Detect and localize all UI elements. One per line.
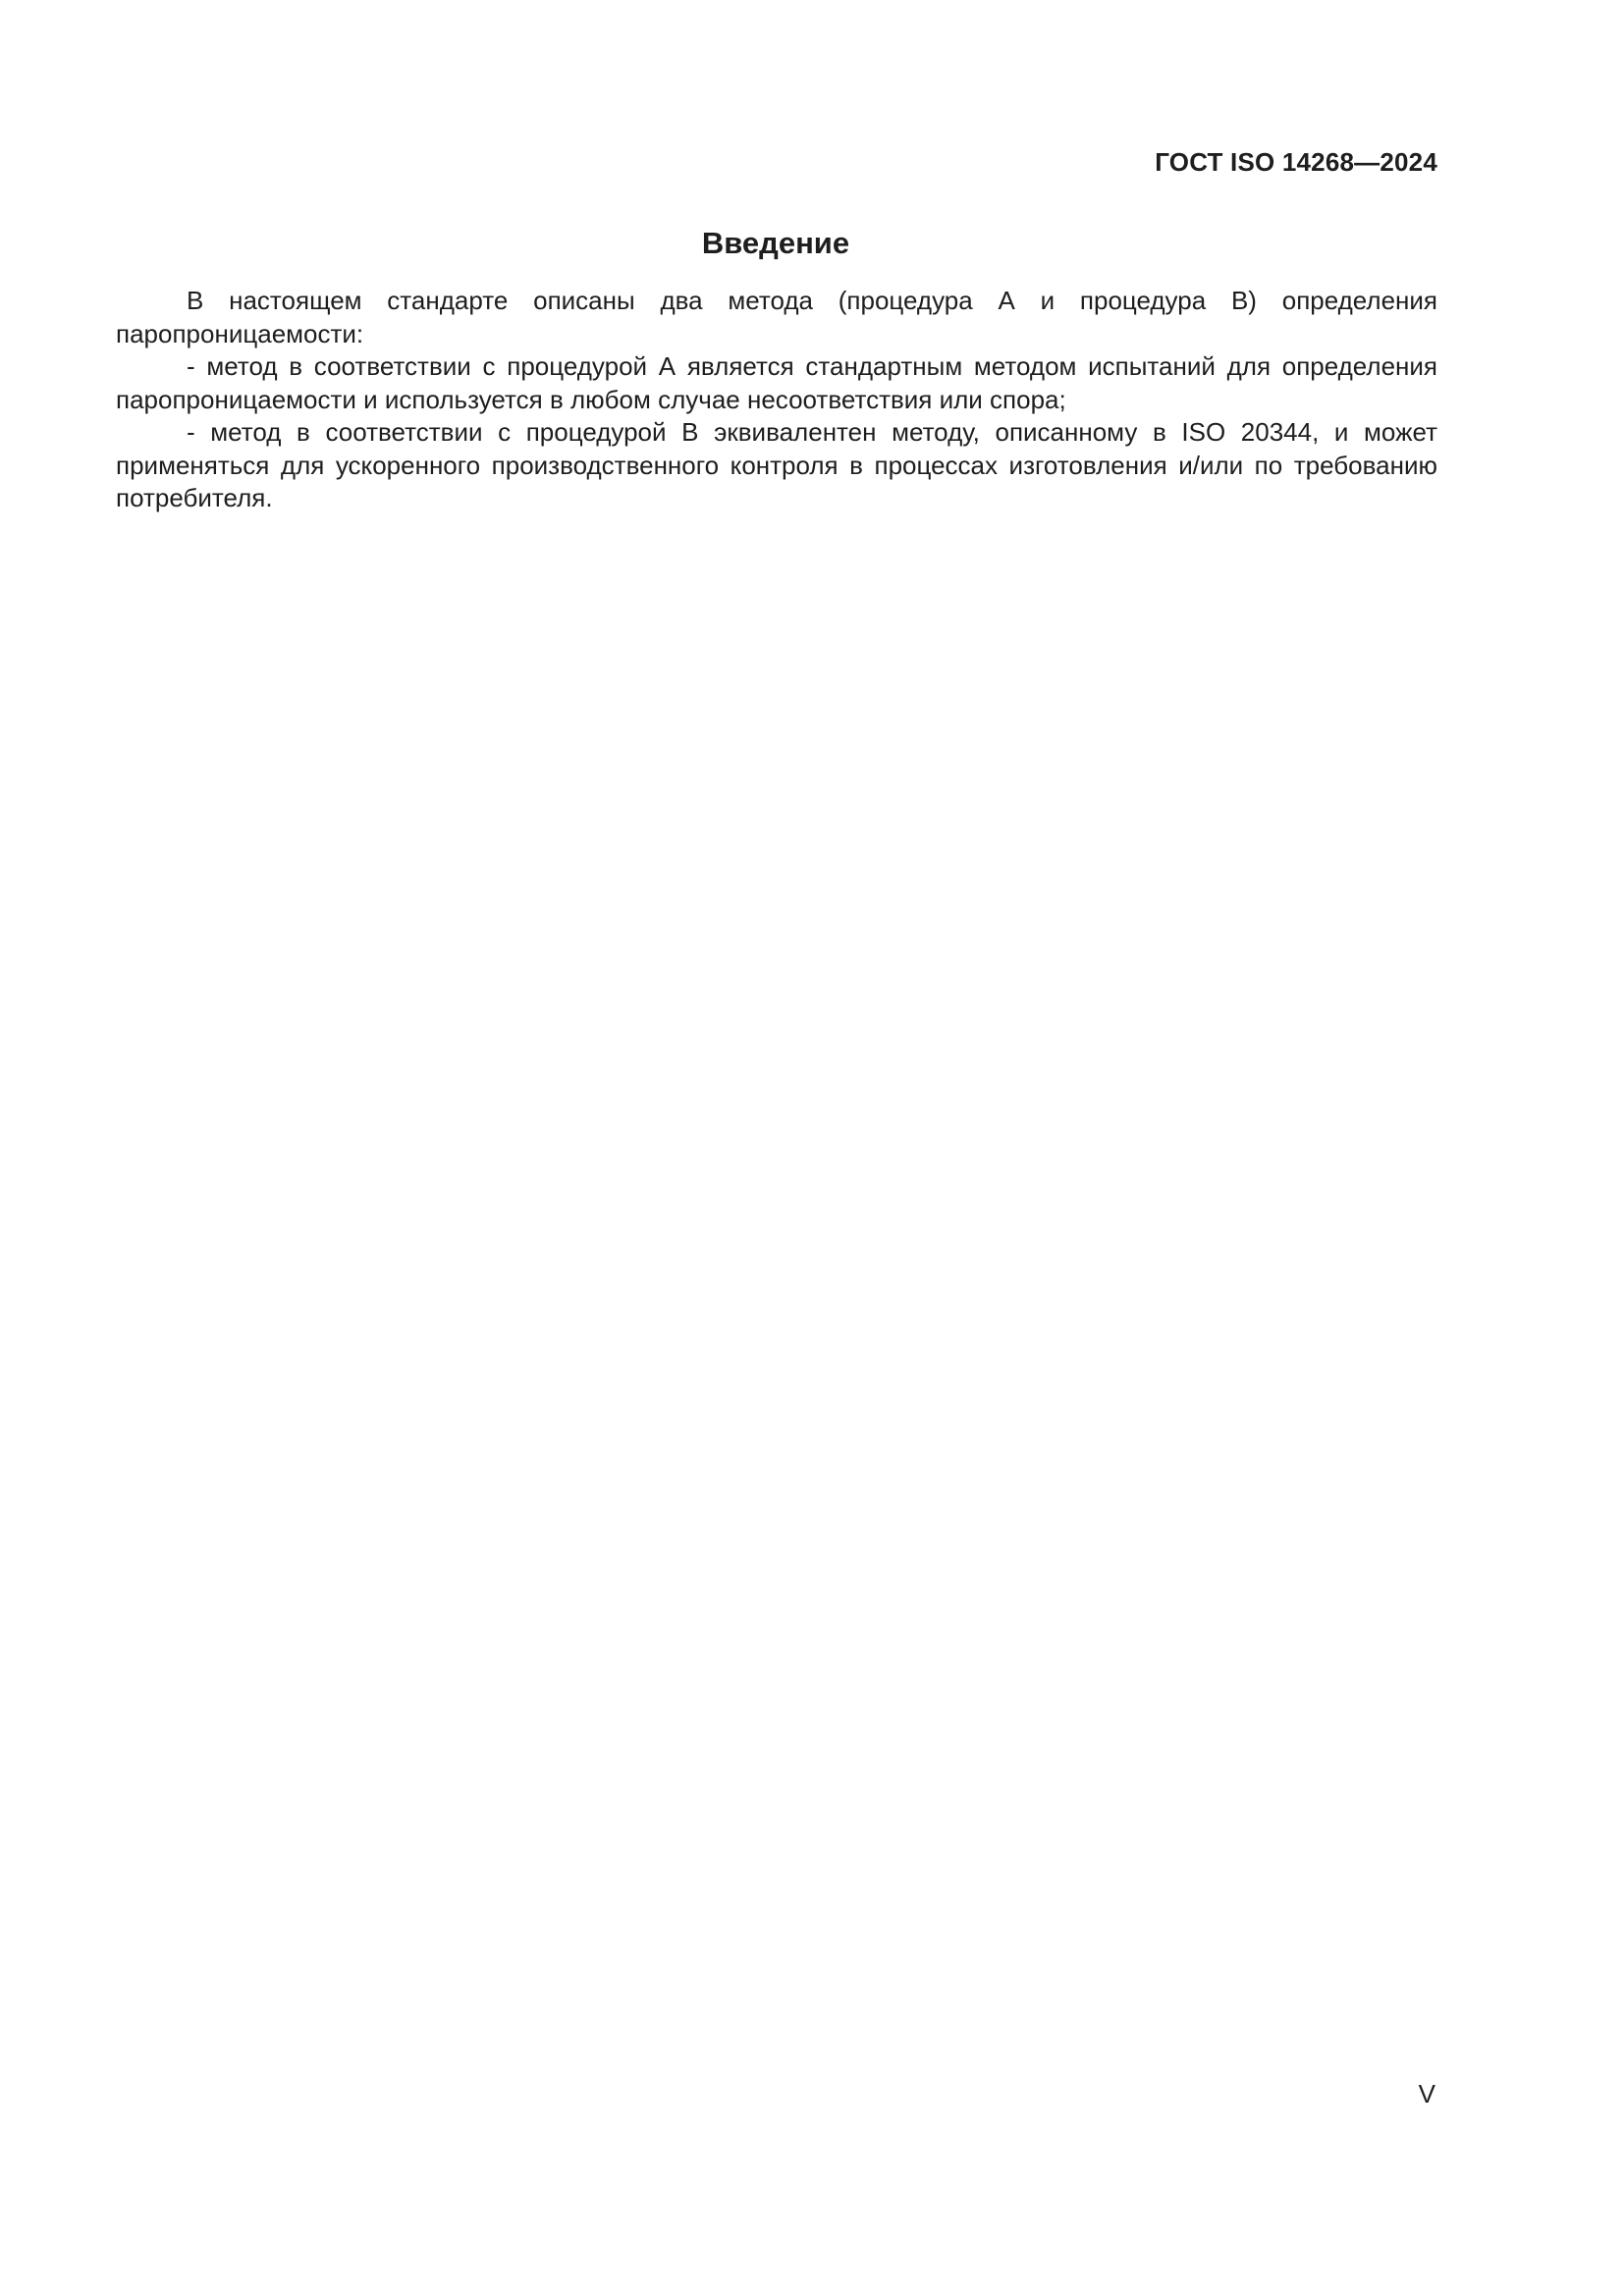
section-title: Введение <box>701 226 850 260</box>
paragraph-intro: В настоящем стандарте описаны два метода (процедура А и процедура В) определения паропроницаемости: <box>116 286 1437 348</box>
introduction-body <box>116 285 1437 515</box>
page-number: V <box>1418 2079 1435 2109</box>
paragraph-procedure-a: - метод в соответствии с процедурой А является стандартным методом испытаний для определения паропроницаемости и используется в любом случае несоответствия или спора; <box>116 351 1437 414</box>
document-code: ГОСТ ISO 14268—2024 <box>1155 147 1437 177</box>
paragraph-procedure-b: - метод в соответствии с процедурой В эквивалентен методу, описанному в ISO 20344, и может применяться для ускоренного производственного контроля в процессах изготовления и/или по требованию потребителя. <box>116 417 1437 512</box>
